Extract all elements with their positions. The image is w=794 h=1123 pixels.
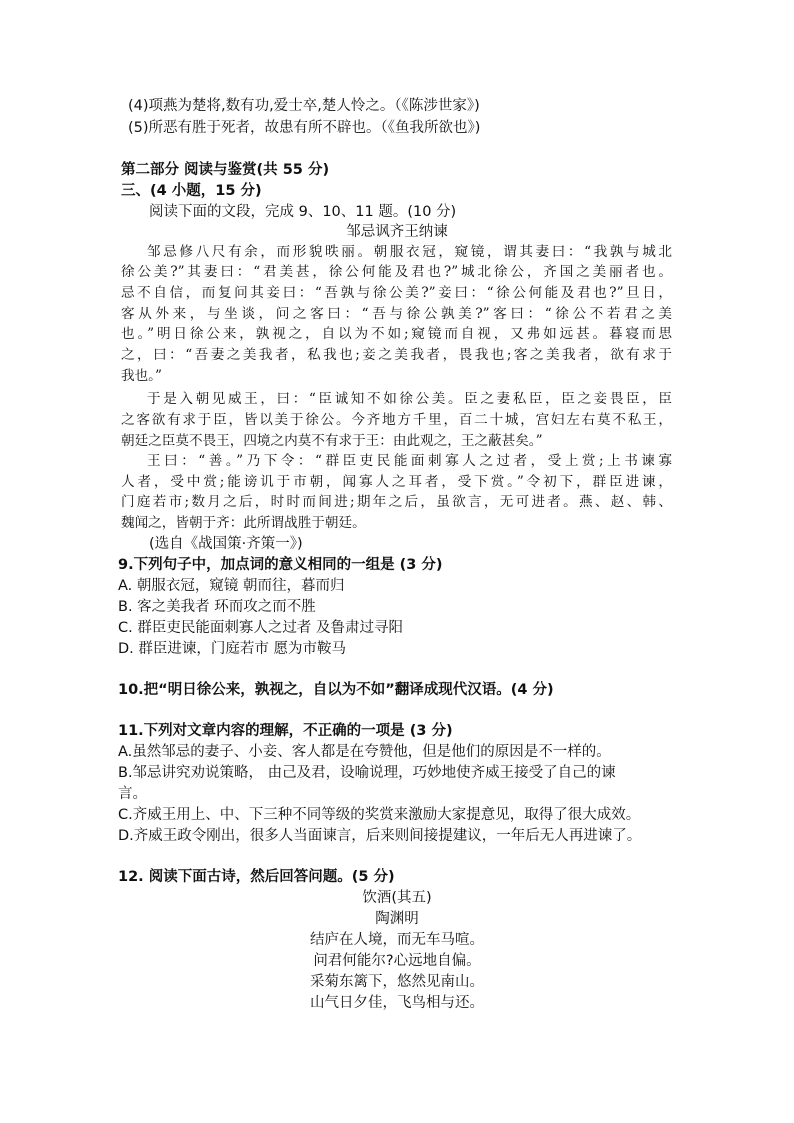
poem-line: 问君何能尔?心远地自偏。 (313, 953, 481, 969)
passage-line: 之客欲有求于臣，皆以美于徐公。今齐地方千里，百二十城，宫妇左右莫不私王， (121, 412, 672, 428)
passage-source: (选自《战国策·齐策一》) (149, 536, 303, 552)
passage-line: 也。”明日徐公来，孰视之，自以为不如;窥镜而自视，又弗如远甚。暮寝而思 (121, 326, 672, 342)
passage-line: 门庭若市;数月之后，时时而间进;期年之后，虽欲言，无可进者。燕、赵、韩、 (121, 494, 672, 510)
passage-line: 客从外来，与坐谈，问之客曰：“吾与徐公孰美?”客曰：“徐公不若君之美 (121, 306, 672, 322)
poem-author: 陶渊明 (375, 911, 419, 927)
passage-line: 魏闻之，皆朝于齐：此所谓战胜于朝廷。 (121, 515, 366, 531)
poem-line: 采菊东篱下，悠然见南山。 (310, 974, 484, 990)
passage-line: 忌不自信，而复问其妾曰：“吾孰与徐公美?”妾曰：“徐公何能及君也?”旦日， (121, 285, 672, 301)
poem-line: 山气日夕佳，飞鸟相与还。 (310, 995, 484, 1011)
question-12-stem: 12. 阅读下面古诗，然后回答问题。(5 分) (118, 869, 395, 885)
question-9-option-a: A. 朝服衣冠，窥镜 朝而往，暮而归 (118, 578, 345, 594)
passage-line: 于是入朝见威王，曰：“臣诚知不如徐公美。臣之妻私臣，臣之妾畏臣，臣 (147, 391, 672, 407)
part2-heading: 第二部分 阅读与鉴赏(共 55 分) (121, 162, 330, 178)
question-11-option-a: A.虽然邹忌的妻子、小妾、客人都是在夸赞他，但是他们的原因是不一样的。 (118, 744, 611, 760)
section3-heading: 三、(4 小题，15 分) (121, 183, 262, 199)
question-9-option-d: D. 群臣进谏，门庭若市 愿为市鞍马 (118, 641, 346, 657)
passage-line: 朝廷之臣莫不畏王，四境之内莫不有求于王：由此观之，王之蔽甚矣。” (121, 433, 543, 449)
question-9-option-b: B. 客之美我者 环而攻之而不胜 (118, 599, 316, 615)
question-11-option-b-cont: 言。 (118, 786, 147, 802)
passage-line: 徐公美?”其妻曰：“君美甚，徐公何能及君也?”城北徐公，齐国之美丽者也。 (121, 264, 672, 280)
reading-instruction: 阅读下面的文段，完成 9、10、11 题。(10 分) (149, 204, 457, 220)
question-10-stem: 10.把“明日徐公来，孰视之，自以为不如”翻译成现代汉语。(4 分) (118, 682, 554, 698)
question-9-stem: 9.下列句子中，加点词的意义相同的一组是 (3 分) (118, 557, 443, 573)
passage-title: 邹忌讽齐王纳谏 (346, 224, 448, 240)
poem-title: 饮酒(其五) (362, 890, 432, 906)
passage-line: 人者，受中赏;能谤讥于市朝，闻寡人之耳者，受下赏。”令初下，群臣进谏， (121, 474, 672, 490)
passage-line: 王曰：“善。”乃下令：“群臣吏民能面刺寡人之过者，受上赏;上书谏寡 (147, 453, 672, 469)
question-9-option-c: C. 群臣吏民能面刺寡人之过者 及鲁肃过寻阳 (118, 620, 403, 636)
question-11-stem: 11.下列对文章内容的理解，不正确的一项是 (3 分) (118, 723, 453, 739)
poem-line: 结庐在人境，而无车马喧。 (310, 932, 484, 948)
question-11-option-d: D.齐威王政令刚出，很多人当面谏言，后来则间接提建议，一年后无人再进谏了。 (118, 828, 642, 844)
passage-line: 邹忌修八尺有余，而形貌昳丽。朝服衣冠，窥镜，谓其妻曰：“我孰与城北 (147, 244, 672, 260)
question-11-option-c: C.齐威王用上、中、下三种不同等级的奖赏来激励大家提意见，取得了很大成效。 (118, 807, 641, 823)
passage-line: 之，曰：“吾妻之美我者，私我也;妾之美我者，畏我也;客之美我者，欲有求于 (121, 347, 672, 363)
passage-line: 我也。” (121, 368, 162, 384)
question-11-option-b: B.邹忌讲究劝说策略， 由己及君，设喻说理，巧妙地使齐威王接受了自己的谏 (118, 765, 616, 781)
answer-item-4: (4)项燕为楚将,数有功,爱士卒,楚人怜之。（《陈涉世家》) (128, 98, 480, 114)
answer-item-5: (5)所恶有胜于死者，故患有所不辟也。（《鱼我所欲也》) (128, 120, 481, 136)
